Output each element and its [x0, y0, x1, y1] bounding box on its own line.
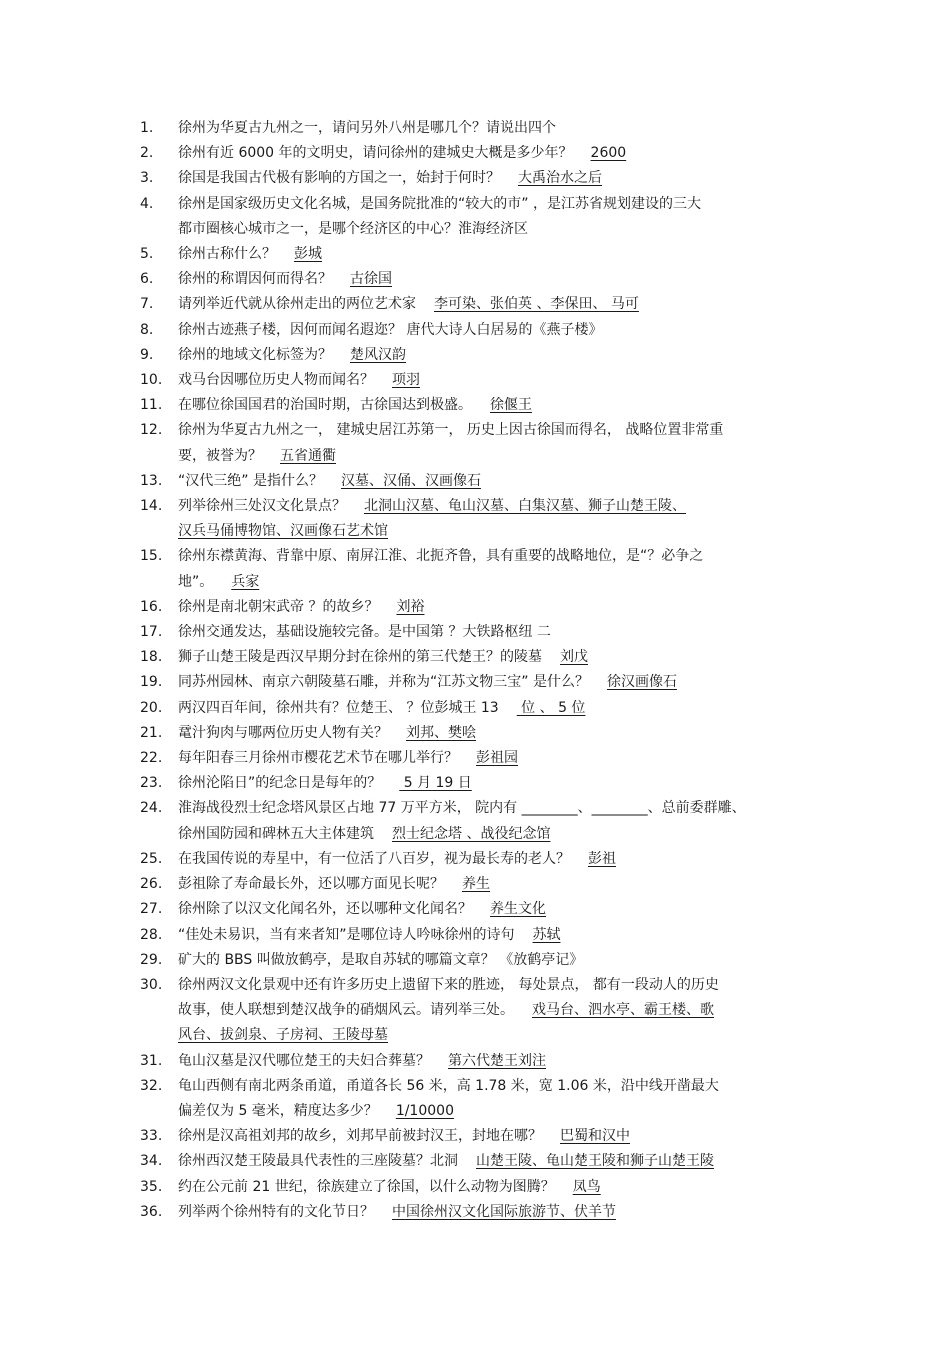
question-body: [178, 872, 820, 897]
question-answer: 凤鸟: [572, 1178, 601, 1195]
question-answer: 彭城: [294, 246, 322, 263]
question-number: 17.: [140, 624, 163, 641]
question-text: 徐州有近 6000 年的文明史，请问徐州的建城史大概是多少年？: [178, 145, 573, 162]
question-line: [178, 595, 820, 620]
question-body: [178, 368, 820, 393]
question-body: [178, 141, 820, 166]
question-text: 徐州两汉文化景观中还有许多历史上遗留下来的胜迹， 每处景点， 都有一段动人的历史: [178, 976, 719, 993]
question-body: [178, 1149, 820, 1174]
question-number: 33.: [140, 1128, 163, 1145]
question-item: [140, 721, 820, 746]
question-number: 21.: [140, 724, 163, 741]
question-answer: 彭祖: [588, 850, 616, 867]
question-item: [140, 1124, 820, 1149]
question-body: [178, 973, 820, 1049]
question-item: [140, 872, 820, 897]
question-item: [140, 948, 820, 973]
question-line: [178, 469, 820, 494]
question-answer: 苏轼: [532, 926, 561, 943]
question-item: [140, 418, 820, 468]
question-number: 12.: [140, 422, 163, 439]
question-line: [178, 721, 820, 746]
question-text: 徐州沦陷日”的纪念日是每年的？: [178, 775, 382, 792]
question-text: 同苏州园林、南京六朝陵墓石雕，并称为“江苏文物三宝” 是什么？: [178, 674, 589, 691]
question-item: [140, 847, 820, 872]
question-body: [178, 318, 820, 343]
question-number: 25.: [140, 850, 163, 867]
question-text: 偏差仅为 5 毫米，精度达多少？: [178, 1102, 378, 1119]
question-line: [178, 393, 820, 418]
question-item: [140, 670, 820, 695]
question-text: 徐州是南北朝宋武帝 ？的故乡？: [178, 598, 379, 615]
question-text: 徐州国防园和碑林五大主体建筑: [178, 825, 374, 842]
question-line: [178, 998, 820, 1023]
question-answer: 位 、 5 位: [516, 699, 586, 716]
question-line: [178, 192, 820, 217]
question-answer: 项羽: [392, 372, 420, 389]
question-item: [140, 897, 820, 922]
question-body: [178, 1200, 820, 1225]
question-line: [178, 267, 820, 292]
question-answer: 徐汉画像石: [606, 674, 677, 691]
question-line: [178, 519, 820, 544]
question-answer: 大禹治水之后: [518, 170, 602, 187]
question-line: [178, 318, 820, 343]
question-item: [140, 620, 820, 645]
question-text: 龟山汉墓是汉代哪位楚王的夫妇合葬墓？: [178, 1052, 430, 1069]
question-item: [140, 1074, 820, 1124]
question-number: 6.: [140, 271, 154, 288]
question-text: 矿大的 BBS 叫做放鹤亭，是取自苏轼的哪篇文章？ 《放鹤亭记》: [178, 951, 584, 968]
question-text: 狮子山楚王陵是西汉早期分封在徐州的第三代楚王？的陵墓: [178, 649, 542, 666]
question-item: [140, 973, 820, 1049]
question-line: [178, 696, 820, 721]
question-text: 在哪位徐国国君的治国时期，古徐国达到极盛。: [178, 397, 472, 414]
question-item: [140, 1049, 820, 1074]
question-body: [178, 645, 820, 670]
question-text: 地”。: [178, 573, 214, 590]
question-item: [140, 318, 820, 343]
question-answer: 2600: [590, 145, 627, 162]
question-item: [140, 141, 820, 166]
question-item: [140, 292, 820, 317]
question-number: 19.: [140, 674, 163, 691]
question-number: 15.: [140, 548, 163, 565]
question-item: [140, 368, 820, 393]
question-item: [140, 242, 820, 267]
question-number: 26.: [140, 876, 163, 893]
question-line: [178, 1074, 820, 1099]
question-item: [140, 267, 820, 292]
question-item: [140, 1200, 820, 1225]
question-line: [178, 544, 820, 569]
question-text: 淮海战役烈士纪念塔风景区占地 77 万平方米， 院内有 ________、________、总前委群雕、: [178, 800, 746, 817]
question-text: 徐州东襟黄海、背靠中原、南屏江淮、北扼齐鲁，具有重要的战略地位，是“？必争之: [178, 548, 704, 565]
question-line: [178, 1049, 820, 1074]
question-body: [178, 746, 820, 771]
question-number: 30.: [140, 976, 163, 993]
question-body: [178, 948, 820, 973]
question-text: “汉代三绝” 是指什么？: [178, 472, 323, 489]
question-number: 18.: [140, 649, 163, 666]
question-number: 20.: [140, 699, 163, 716]
question-item: [140, 746, 820, 771]
question-number: 32.: [140, 1077, 163, 1094]
question-body: [178, 1074, 820, 1124]
question-answer: 汉墓、汉俑、汉画像石: [340, 472, 481, 489]
question-number: 10.: [140, 372, 163, 389]
question-line: [178, 771, 820, 796]
question-text: 徐州的地域文化标签为？: [178, 346, 332, 363]
question-number: 34.: [140, 1153, 163, 1170]
question-body: [178, 771, 820, 796]
question-number: 4.: [140, 195, 154, 212]
question-answer: 巴蜀和汉中: [560, 1128, 630, 1145]
question-body: [178, 393, 820, 418]
question-answer: 中国徐州汉文化国际旅游节、伏羊节: [392, 1203, 616, 1220]
question-answer: 养生文化: [490, 901, 546, 918]
question-number: 2.: [140, 145, 154, 162]
question-body: [178, 923, 820, 948]
question-text: 徐州除了以汉文化闻名外，还以哪种文化闻名？: [178, 901, 472, 918]
question-line: [178, 444, 820, 469]
question-answer: 烈士纪念塔 、战役纪念馆: [392, 825, 551, 842]
question-body: [178, 418, 820, 468]
question-body: [178, 721, 820, 746]
question-number: 16.: [140, 598, 163, 615]
question-text: 故事，使人联想到楚汉战争的硝烟风云。请列举三处。: [178, 1002, 514, 1019]
question-line: [178, 973, 820, 998]
question-answer: 5 月 19 日: [399, 775, 472, 792]
question-body: [178, 292, 820, 317]
question-text: 徐州为华夏古九州之一，请问另外八州是哪几个？请说出四个: [178, 120, 556, 136]
question-number: 28.: [140, 926, 163, 943]
question-item: [140, 494, 820, 544]
question-answer: 徐偃王: [490, 397, 532, 414]
question-item: [140, 166, 820, 191]
question-number: 27.: [140, 901, 163, 918]
question-line: [178, 620, 820, 645]
question-list: [140, 116, 820, 1225]
question-number: 35.: [140, 1178, 163, 1195]
question-answer: 风台、拔剑泉、子房祠、王陵母墓: [178, 1027, 388, 1044]
question-answer: 古徐国: [350, 271, 392, 288]
question-number: 7.: [140, 296, 154, 313]
question-item: [140, 1175, 820, 1200]
question-answer: 李可染、张伯英 、李保田、 马可: [434, 296, 639, 313]
question-number: 24.: [140, 800, 163, 817]
question-item: [140, 645, 820, 670]
question-line: [178, 1149, 820, 1174]
question-body: [178, 116, 820, 141]
question-line: [178, 292, 820, 317]
question-line: [178, 746, 820, 771]
question-number: 31.: [140, 1052, 163, 1069]
question-item: [140, 923, 820, 948]
question-text: 都市圈核心城市之一，是哪个经济区的中心？淮海经济区: [178, 220, 528, 237]
question-answer: 刘戊: [560, 649, 588, 666]
question-number: 11.: [140, 397, 163, 414]
question-text: 彭祖除了寿命最长外，还以哪方面见长呢？: [178, 876, 444, 893]
question-body: [178, 469, 820, 494]
question-text: “佳处未易识，当有来者知”是哪位诗人吟咏徐州的诗句: [178, 926, 515, 943]
question-number: 22.: [140, 750, 163, 767]
question-line: [178, 217, 820, 242]
question-text: 徐州古称什么？: [178, 246, 276, 263]
question-line: [178, 872, 820, 897]
question-text: 徐州古迹燕子楼，因何而闻名遐迩？ 唐代大诗人白居易的《燕子楼》: [178, 321, 603, 338]
question-body: [178, 494, 820, 544]
question-answer: 兵家: [231, 573, 260, 590]
question-line: [178, 923, 820, 948]
question-item: [140, 771, 820, 796]
question-line: [178, 1200, 820, 1225]
question-line: [178, 116, 820, 141]
question-text: 徐州的称谓因何而得名？: [178, 271, 332, 288]
question-text: 徐州为华夏古九州之一， 建城史居江苏第一， 历史上因古徐国而得名， 战略位置非常重: [178, 422, 724, 439]
question-text: 鼋汁狗肉与哪两位历史人物有关？: [178, 724, 388, 741]
question-answer: 第六代楚王刘注: [448, 1052, 546, 1069]
question-line: [178, 242, 820, 267]
question-item: [140, 192, 820, 242]
question-number: 13.: [140, 472, 163, 489]
question-answer: 楚风汉韵: [350, 346, 406, 363]
question-answer: 汉兵马俑博物馆、汉画像石艺术馆: [178, 523, 388, 540]
question-item: [140, 595, 820, 620]
question-body: [178, 1049, 820, 1074]
question-line: [178, 1023, 820, 1048]
question-body: [178, 847, 820, 872]
question-answer: 北洞山汉墓、龟山汉墓、白集汉墓、狮子山楚王陵、: [364, 498, 686, 515]
question-item: [140, 469, 820, 494]
question-body: [178, 620, 820, 645]
question-body: [178, 192, 820, 242]
question-answer: 山楚王陵、龟山楚王陵和狮子山楚王陵: [476, 1153, 714, 1170]
question-text: 请列举近代就从徐州走出的两位艺术家: [178, 296, 416, 313]
question-body: [178, 1124, 820, 1149]
question-text: 列举徐州三处汉文化景点？: [178, 498, 346, 515]
question-text: 徐州是汉高祖刘邦的故乡，刘邦早前被封汉王，封地在哪？: [178, 1128, 542, 1145]
question-answer: 彭祖园: [476, 750, 518, 767]
question-item: [140, 116, 820, 141]
question-line: [178, 897, 820, 922]
question-text: 徐国是我国古代极有影响的方国之一，始封于何时？: [178, 170, 500, 187]
question-body: [178, 544, 820, 594]
question-body: [178, 670, 820, 695]
question-line: [178, 1099, 820, 1124]
question-line: [178, 343, 820, 368]
question-text: 徐州是国家级历史文化名城，是国务院批准的“较大的市” ，是江苏省规划建设的三大: [178, 195, 701, 212]
question-item: [140, 696, 820, 721]
question-answer: 养生: [462, 876, 490, 893]
question-line: [178, 948, 820, 973]
question-line: [178, 166, 820, 191]
question-line: [178, 141, 820, 166]
question-number: 36.: [140, 1203, 163, 1220]
question-body: [178, 696, 820, 721]
question-body: [178, 897, 820, 922]
question-body: [178, 343, 820, 368]
question-answer: 刘裕: [396, 598, 425, 615]
question-line: [178, 1175, 820, 1200]
question-answer: 戏马台、泗水亭、霸王楼、歌: [532, 1002, 714, 1019]
question-line: [178, 670, 820, 695]
question-body: [178, 796, 820, 846]
question-number: 5.: [140, 246, 154, 263]
question-text: 龟山西侧有南北两条甬道，甬道各长 56 米，高 1.78 米，宽 1.06 米，沿中线开凿最大: [178, 1077, 719, 1094]
question-answer: 刘邦、樊哙: [406, 724, 476, 741]
question-item: [140, 544, 820, 594]
question-line: [178, 368, 820, 393]
question-text: 在我国传说的寿星中，有一位活了八百岁，视为最长寿的老人？: [178, 850, 570, 867]
question-number: 23.: [140, 775, 163, 792]
question-item: [140, 343, 820, 368]
question-text: 徐州交通发达，基础设施较完备。是中国第 ？大铁路枢纽 二: [178, 624, 551, 641]
question-body: [178, 595, 820, 620]
question-text: 徐州西汉楚王陵最具代表性的三座陵墓？北洞: [178, 1153, 458, 1170]
question-text: 约在公元前 21 世纪，徐族建立了徐国，以什么动物为图腾？: [178, 1178, 555, 1195]
question-text: 两汉四百年间，徐州共有？位楚王、 ？位彭城王 13: [178, 699, 499, 716]
question-line: [178, 494, 820, 519]
question-text: 列举两个徐州特有的文化节日？: [178, 1203, 374, 1220]
question-number: 14.: [140, 498, 163, 515]
question-item: [140, 796, 820, 846]
question-text: 每年阳春三月徐州市樱花艺术节在哪儿举行？: [178, 750, 458, 767]
question-number: 8.: [140, 321, 154, 338]
question-line: [178, 847, 820, 872]
question-line: [178, 418, 820, 443]
question-body: [178, 1175, 820, 1200]
question-number: 1.: [140, 120, 154, 136]
question-answer: 五省通衢: [280, 447, 336, 464]
question-body: [178, 267, 820, 292]
question-line: [178, 796, 820, 821]
question-text: 戏马台因哪位历史人物而闻名？: [178, 372, 374, 389]
question-body: [178, 166, 820, 191]
question-line: [178, 1124, 820, 1149]
question-line: [178, 570, 820, 595]
question-item: [140, 393, 820, 418]
question-line: [178, 822, 820, 847]
question-answer: 1/10000: [395, 1102, 454, 1119]
question-number: 3.: [140, 170, 154, 187]
question-number: 9.: [140, 346, 154, 363]
question-line: [178, 645, 820, 670]
question-text: 要，被誉为？: [178, 447, 262, 464]
question-item: [140, 1149, 820, 1174]
question-body: [178, 242, 820, 267]
question-number: 29.: [140, 951, 163, 968]
